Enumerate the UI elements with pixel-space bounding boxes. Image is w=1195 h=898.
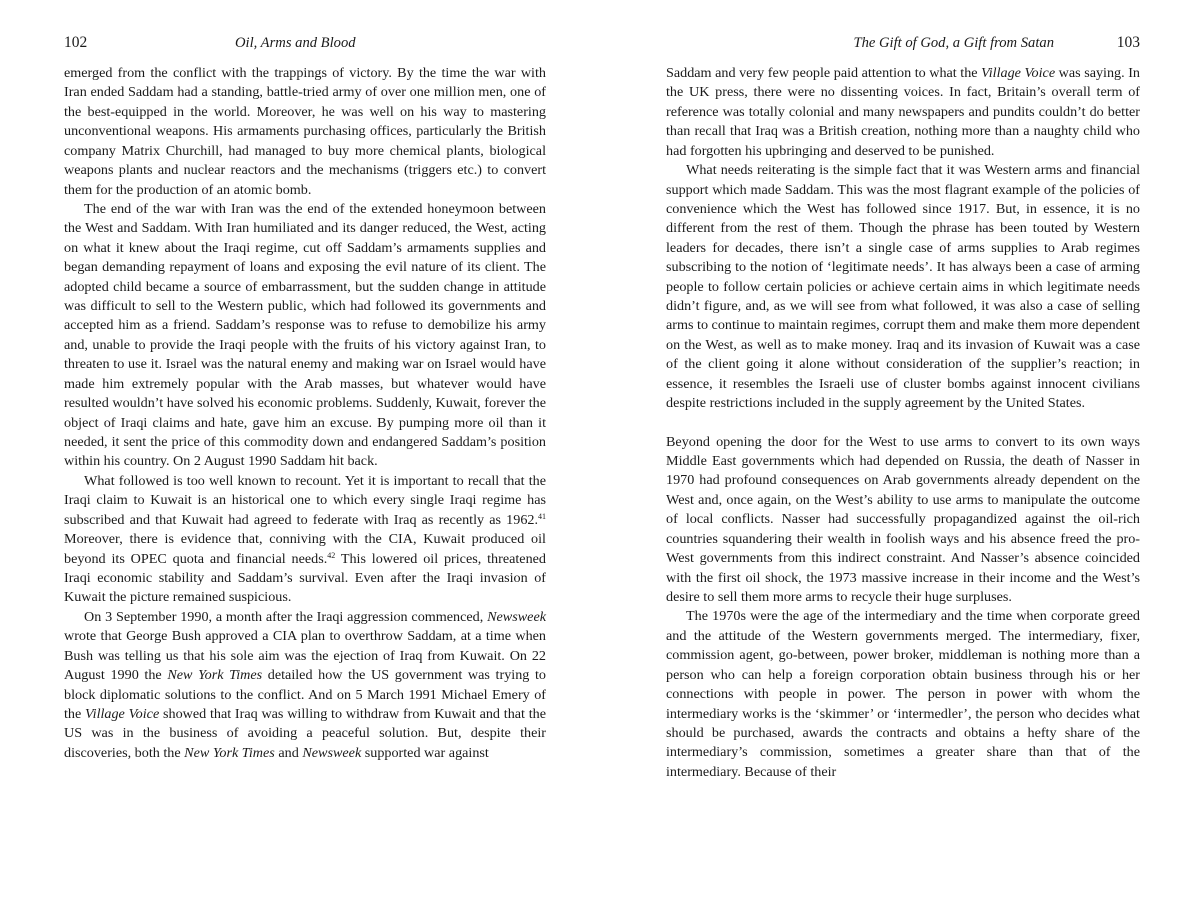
footnote-ref: 41	[538, 511, 546, 521]
text-run: Saddam and very few people paid attention to what the	[666, 65, 982, 81]
text-run: What needs reiterating is the simple fact that it was Western arms and financial support which made Saddam. This was the most flagrant example of the policies of convenience which the West has followed since 1917. But, in essence, it is no different from the rest of them. Though the phrase has been touted by Western leaders for decades, there isn’t a single case of arms supplies to Arab regimes subscribing to the notion of ‘legitimate needs’. It has always been a case of arming people to follow certain policies or achieve certain aims in which legitimate needs didn’t figure, and, as we will see from what followed, it was also a case of selling arms to continue to maintain regimes, corrupt them and make them more dependent on the West, as well as to make money. Iraq and its invasion of Kuwait was a case of the client going it alone without consideration of the supplier’s reaction; in essence, it resembles the Israeli use of cluster bombs against innocent civilians despite restrictions included in the supply agreement by the United States.	[666, 162, 1140, 412]
paragraph	[64, 200, 546, 472]
paragraph	[666, 64, 1140, 161]
right-page-header	[666, 31, 1140, 55]
text-run: and	[274, 744, 303, 761]
italic-title: New York Times	[184, 744, 275, 761]
right-page	[598, 0, 1195, 898]
page-number: 102	[64, 34, 88, 51]
paragraph	[666, 433, 1140, 608]
text-run: On 3 September 1990, a month after the Iraqi aggression commenced,	[84, 608, 488, 625]
text-run: showed that Iraq was willing to withdraw from Kuwait and that the US was in the business of avoiding a peaceful solution. But, despite their discoveries, both the	[64, 705, 547, 761]
text-run: The end of the war with Iran was the end of the extended honeymoon between the West and Saddam. With Iran humiliated and its danger reduced, the West, acting on what it knew about the Iraqi regime, cut off Saddam’s armaments supplies and began demanding repayment of loans and exposing the evil nature of its client. The adopted child became a source of embarrassment, but the sudden change in attitude was difficult to sell to the Western public, which had followed its governments and accepted him as a friend. Saddam’s response was to refuse to demobilize his army and, unable to provide the Iraqi people with the fruits of his victory against Iran, to threaten to use it. Israel was the natural enemy and making war on Israel would have made him extremely popular with the Arab masses, but whatever would have resulted wouldn’t have solved his economic problems. Suddenly, Kuwait, forever the object of Iraqi claims and hate, gave him an excuse. By pumping more oil than it needed, it sent the price of this commodity down and endangered Saddam’s position within his country. On 2 August 1990 Saddam hit back.	[64, 200, 546, 470]
italic-title: Village Voice	[85, 705, 160, 722]
text-run: was saying. In the UK press, there were no dissenting voices. In fact, Britain’s overall term of reference was totally colonial and many newspapers and pundits couldn’t do better than recall that Iraq was a British creation, nothing more than a naughty child who had forgotten his upbringing and deserved to be punished.	[666, 65, 1140, 159]
text-run: supported war against	[361, 744, 489, 761]
paragraph	[64, 472, 546, 608]
text-run: This lowered oil prices, threatened Iraqi economic stability and Saddam’s survival. Even after the Iraqi invasion of Kuwait the picture remained suspicious.	[64, 550, 546, 606]
text-run: What followed is too well known to recount. Yet it is important to recall that the Iraqi claim to Kuwait is an historical one to which every single Iraqi regime has subscribed and that Kuwait had agreed to federate with Iraq as recently as 1962.	[64, 472, 546, 528]
italic-title: New York Times	[167, 667, 263, 684]
text-run: Moreover, there is evidence that, conniving with the CIA, Kuwait produced oil beyond its OPEC quota and financial needs.	[64, 531, 546, 567]
footnote-ref: 42	[327, 550, 336, 560]
running-head: Oil, Arms and Blood	[235, 35, 356, 51]
right-page-body	[666, 64, 1140, 782]
italic-title: Newsweek	[302, 744, 362, 761]
text-run: detailed how the US government was trying to block diplomatic solutions to the conflict. And on 5 March 1991 Michael Emery of the	[64, 667, 546, 722]
paragraph	[666, 161, 1140, 413]
left-page-body	[64, 64, 546, 763]
page-number: 103	[1116, 34, 1140, 51]
text-run: emerged from the conflict with the trappings of victory. By the time the war with Iran ended Saddam had a standing, battle-tried army of over one million men, one of the best-equipped in the world. Moreover, he was well on his way to mastering unconventional weapons. His armaments purchasing offices, particularly the British company Matrix Churchill, had managed to buy more chemical plants, biological weapons plants and nuclear reactors and the mechanisms (triggers etc.) to convert them for the production of an atomic bomb.	[64, 65, 546, 198]
running-head: The Gift of God, a Gift from Satan	[853, 35, 1054, 51]
paragraph	[666, 607, 1140, 782]
text-run: wrote that George Bush approved a CIA plan to overthrow Saddam, at a time when Bush was telling us that his sole aim was the ejection of Iraq from Kuwait. On 22 August 1990 the	[64, 628, 546, 684]
paragraph	[64, 608, 546, 763]
italic-title: Newsweek	[487, 608, 546, 625]
italic-title: Village Voice	[981, 65, 1056, 81]
text-run: The 1970s were the age of the intermediary and the time when corporate greed and the attitude of the Western governments merged. The intermediary, fixer, commission agent, go-between, power broker, middleman is nothing more than a person who can help a foreign corporation obtain business through his or her connections with people in power. The person in power with whom the intermediary works is the ‘skimmer’ or ‘intermedler’, the person who decides what should be purchased, awards the contracts and obtains a hefty share of the intermediary’s commission, sometimes a greater share than that of the intermediary. Because of their	[666, 608, 1140, 780]
text-run: Beyond opening the door for the West to use arms to convert to its own ways Middle East governments which had depended on Russia, the death of Nasser in 1970 had profound consequences on Arab governments already dependent on the West and, once again, on the West’s ability to use arms to manipulate the outcome of local conflicts. Nasser had successfully propagandized against the oil-rich countries squandering their wealth in foolish ways and his absence freed the pro-West governments from this indirect constraint. And Nasser’s absence coincided with the first oil shock, the 1973 massive increase in their income and the West’s desire to sell them more arms to recycle their huge surpluses.	[666, 433, 1140, 605]
left-page-header	[64, 31, 544, 55]
paragraph	[64, 64, 546, 200]
